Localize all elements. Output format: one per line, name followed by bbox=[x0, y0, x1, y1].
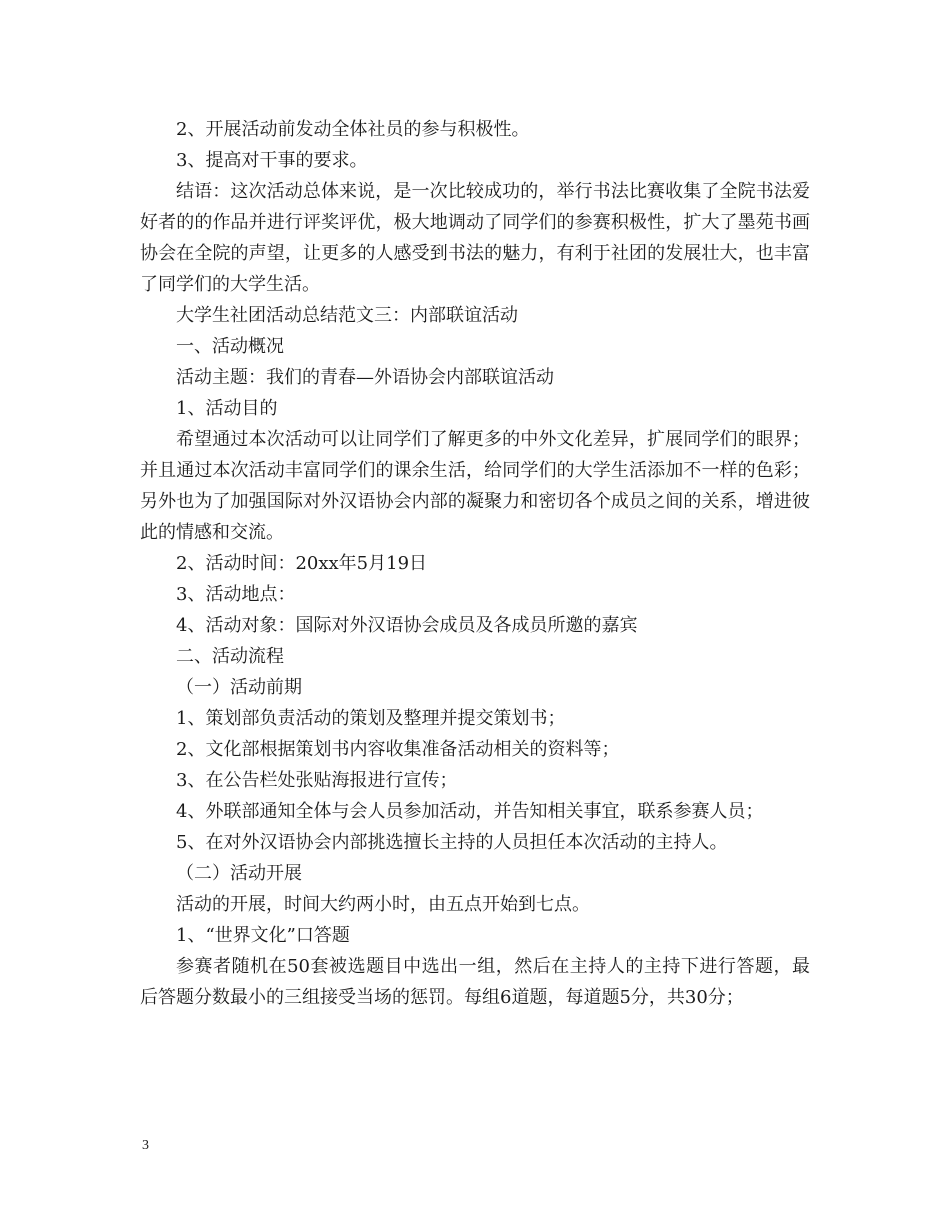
paragraph: 3、活动地点： bbox=[176, 584, 296, 605]
page-number: 3 bbox=[142, 1138, 149, 1153]
section-title: 大学生社团活动总结范文三：内部联谊活动 bbox=[176, 305, 518, 326]
paragraph: 结语：这次活动总体来说，是一次比较成功的，举行书法比赛收集了全院书法爱好者的的作品并进行评奖评优，极大地调动了同学们的参赛积极性，扩大了墨苑书画协会在全院的声望，让更多的人感受到书法的魅力，有利于社团的发展壮大，也丰富了同学们的大学生活。 bbox=[140, 181, 810, 295]
paragraph: 3、提高对干事的要求。 bbox=[176, 150, 368, 171]
subheading: （一）活动前期 bbox=[176, 677, 302, 698]
paragraph: 参赛者随机在50套被选题目中选出一组，然后在主持人的主持下进行答题，最后答题分数最小的三组接受当场的惩罚。每组6道题，每道题5分，共30分； bbox=[140, 956, 810, 1008]
paragraph: 2、开展活动前发动全体社员的参与积极性。 bbox=[176, 119, 530, 140]
list-item: 1、策划部负责活动的策划及整理并提交策划书； bbox=[176, 708, 566, 729]
list-item: 4、外联部通知全体与会人员参加活动，并告知相关事宜，联系参赛人员； bbox=[176, 801, 764, 822]
paragraph: 2、活动时间：20xx年5月19日 bbox=[176, 553, 428, 574]
list-item: 5、在对外汉语协会内部挑选擅长主持的人员担任本次活动的主持人。 bbox=[176, 832, 728, 853]
heading: 1、“世界文化”口答题 bbox=[176, 925, 350, 946]
paragraph: 活动的开展，时间大约两小时，由五点开始到七点。 bbox=[176, 894, 590, 915]
heading: 二、活动流程 bbox=[176, 646, 284, 667]
paragraph: 4、活动对象：国际对外汉语协会成员及各成员所邀的嘉宾 bbox=[176, 615, 638, 636]
subheading: （二）活动开展 bbox=[176, 863, 302, 884]
heading: 一、活动概况 bbox=[176, 336, 284, 357]
document-body bbox=[140, 114, 810, 1013]
list-item: 2、文化部根据策划书内容收集准备活动相关的资料等； bbox=[176, 739, 620, 760]
paragraph: 活动主题：我们的青春—外语协会内部联谊活动 bbox=[176, 367, 554, 388]
list-item: 3、在公告栏处张贴海报进行宣传； bbox=[176, 770, 458, 791]
paragraph: 希望通过本次活动可以让同学们了解更多的中外文化差异，扩展同学们的眼界；并且通过本次活动丰富同学们的课余生活，给同学们的大学生活添加不一样的色彩；另外也为了加强国际对外汉语协会内部的凝聚力和密切各个成员之间的关系，增进彼此的情感和交流。 bbox=[140, 429, 810, 543]
heading: 1、活动目的 bbox=[176, 398, 278, 419]
